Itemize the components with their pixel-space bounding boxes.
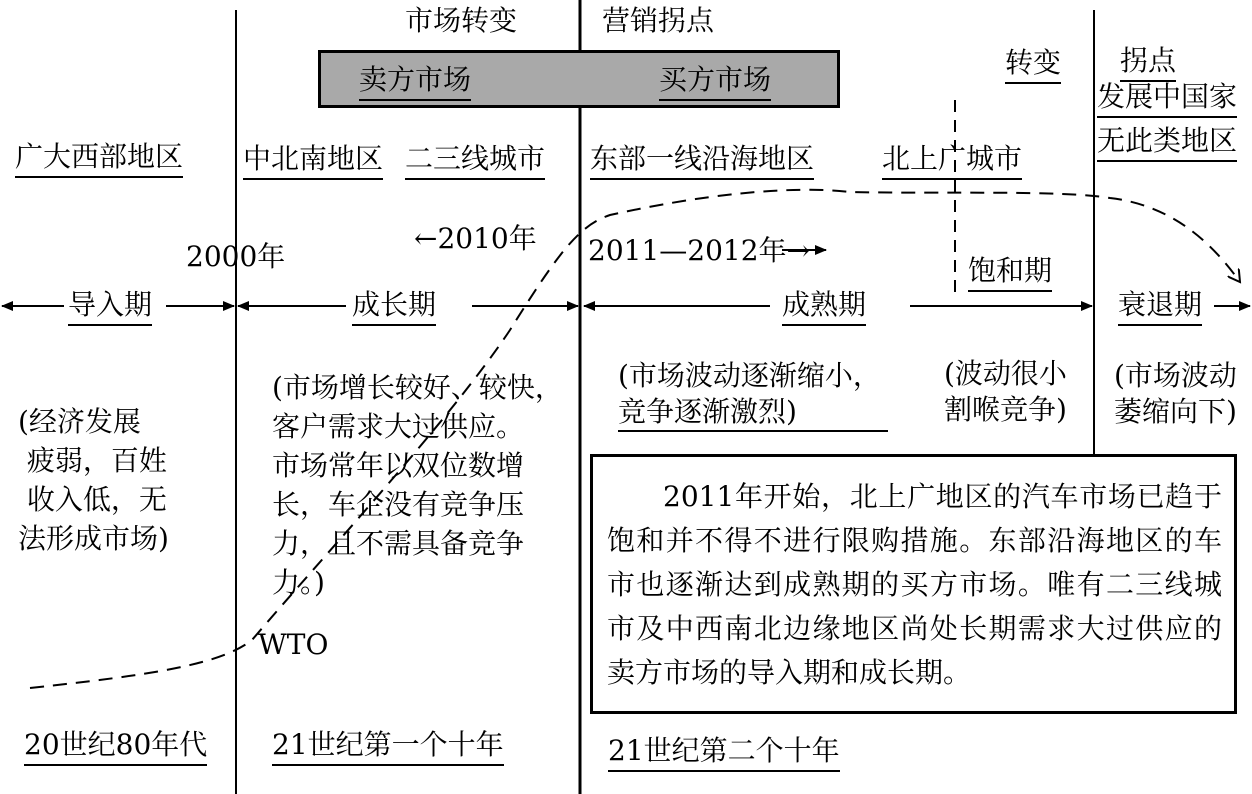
- stage-growth: 成长期: [352, 288, 436, 326]
- shift-label: 转变: [1005, 46, 1061, 84]
- decade-2000s: 21世纪第一个十年: [272, 728, 504, 766]
- region-tier1: 北上广城市: [882, 142, 1022, 180]
- year-2011-2012: 2011—2012年→: [588, 234, 810, 267]
- summary-note-text: 2011年开始，北上广地区的汽车市场已趋于饱和并不得不进行限购措施。东部沿海地区的车市也逐渐达到成熟期的买方市场。唯有二三线城市及中西南北边缘地区尚处长期需求大过供应的卖方市场的导入期和成长期。: [607, 480, 1222, 689]
- desc-decline: (市场波动 萎缩向下): [1114, 359, 1237, 428]
- stage-saturation: 饱和期: [968, 254, 1052, 292]
- stage-mature: 成熟期: [782, 288, 866, 326]
- region-west: 广大西部地区: [15, 140, 183, 178]
- desc-saturation: (波动很小 割喉竞争): [944, 357, 1067, 426]
- summary-note-box: [590, 454, 1237, 714]
- region-central: 中北南地区: [243, 142, 383, 180]
- region-developing-1: 发展中国家: [1097, 80, 1237, 118]
- decade-1980s: 20世纪80年代: [24, 728, 207, 766]
- wto-label: WTO: [258, 628, 329, 661]
- year-2000: 2000年: [186, 240, 286, 273]
- inflection-label: 拐点: [1120, 44, 1176, 82]
- decade-2010s: 21世纪第二个十年: [608, 734, 840, 772]
- desc-growth: (市场增长较好、较快， 客户需求大过供应。 市场常年以双位数增 长，车企没有竞争压 力，且不需具备竞争 力。): [272, 371, 563, 599]
- region-developing-2: 无此类地区: [1097, 124, 1237, 162]
- year-2010: ←2010年: [414, 222, 537, 255]
- buyer-market-label: 买方市场: [659, 63, 771, 101]
- desc-mature: (市场波动逐渐缩小， 竞争逐渐激烈): [618, 358, 888, 432]
- region-tier23: 二三线城市: [405, 142, 545, 180]
- market-type-box: [318, 50, 840, 108]
- market-shift-label: 市场转变: [405, 4, 518, 37]
- marketing-inflection-label: 营销拐点: [602, 4, 715, 37]
- stage-intro: 导入期: [68, 288, 152, 326]
- desc-intro: (经济发展 疲弱，百姓 收入低，无 法形成市场): [18, 405, 169, 555]
- seller-market-label: 卖方市场: [359, 63, 471, 101]
- region-east: 东部一线沿海地区: [590, 142, 814, 180]
- stage-decline: 衰退期: [1118, 288, 1202, 326]
